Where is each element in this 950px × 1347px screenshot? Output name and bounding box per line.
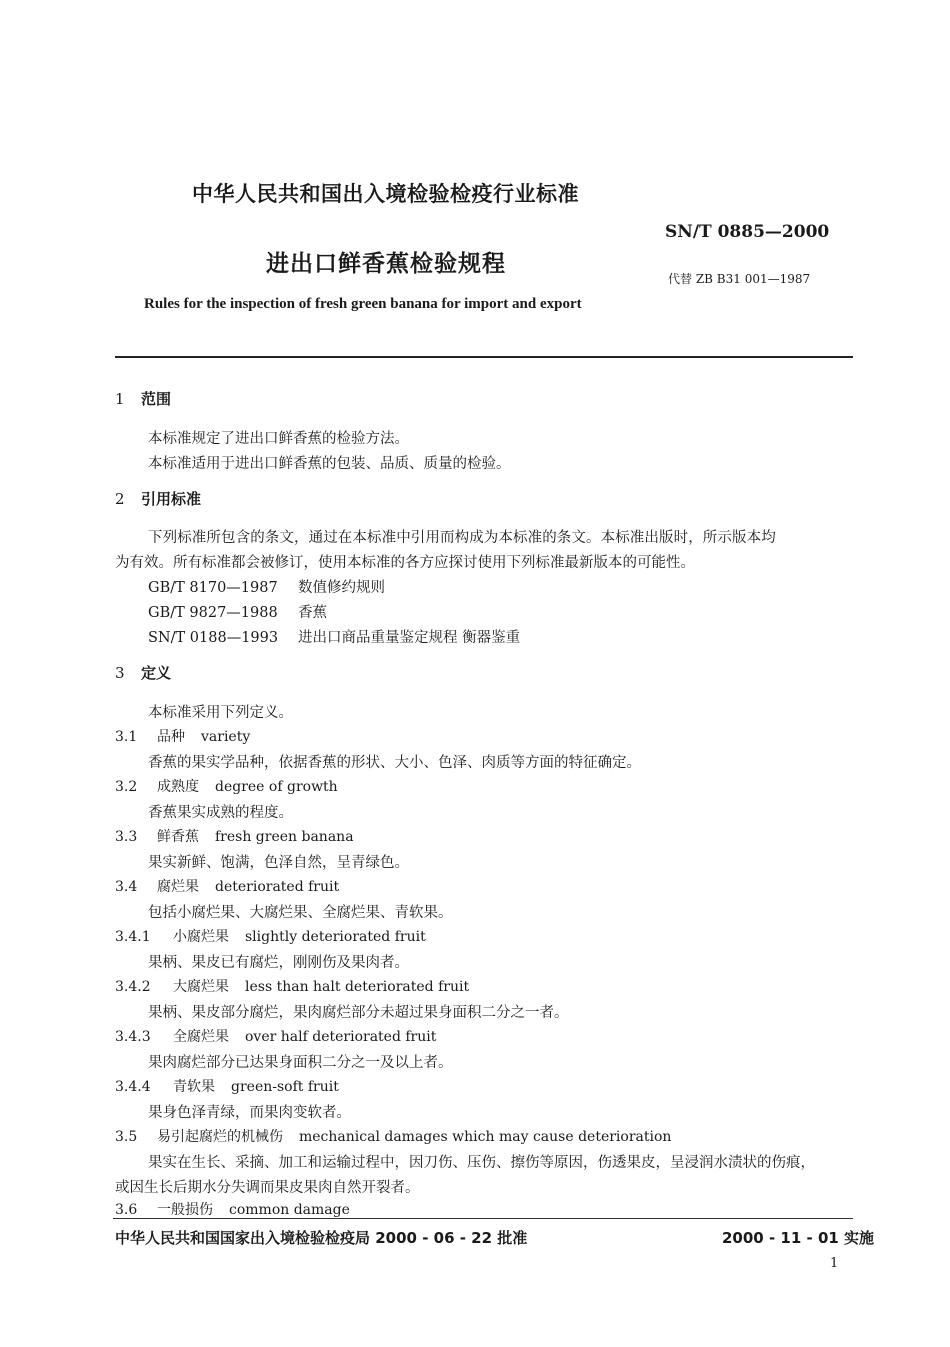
reference-code: GB/T 9827—1988 [148,605,278,621]
term-number: 3.4 [115,879,138,895]
footer-divider [113,1218,853,1219]
reference-name: 数值修约规则 [298,580,385,596]
section-1-heading [115,388,171,409]
term-zh: 品种 [157,729,185,745]
term-en: degree of growth [215,779,338,795]
implementation-date: 2000 - 11 - 01 实施 [722,1229,875,1247]
term-zh: 一般损伤 [157,1202,213,1218]
term-heading [115,1199,350,1219]
term-definition: 果柄、果皮部分腐烂，果肉腐烂部分未超过果身面积二分之一者。 [148,1005,569,1021]
approval-note: 中华人民共和国国家出入境检验检疫局 2000 - 06 - 22 批准 [115,1229,528,1247]
term-number: 3.4.4 [115,1079,151,1095]
section-number: 3 [115,664,125,682]
term-zh: 小腐烂果 [173,929,229,945]
term-heading [115,876,339,896]
section-number: 1 [115,390,125,408]
term-en: slightly deteriorated fruit [245,929,426,945]
term-number: 3.4.1 [115,929,151,945]
term-en: variety [201,729,251,745]
term-definition: 香蕉果实成熟的程度。 [148,805,293,821]
standard-code: SN/T 0885—2000 [665,222,830,242]
term-zh: 易引起腐烂的机械伤 [157,1129,283,1145]
page-number: 1 [830,1256,839,1271]
term-number: 3.1 [115,729,138,745]
reference-name: 香蕉 [298,605,327,621]
s3-intro: 本标准采用下列定义。 [148,705,293,721]
term-definition-continued: 或因生长后期水分失调而果皮果肉自然开裂者。 [115,1180,420,1196]
s1-paragraph-1: 本标准规定了进出口鲜香蕉的检验方法。 [148,431,409,447]
reference-code: SN/T 0188—1993 [148,630,279,646]
term-en: over half deteriorated fruit [245,1029,437,1045]
section-title: 范围 [141,390,172,408]
term-heading [115,1126,671,1146]
term-heading [115,1026,436,1046]
term-number: 3.6 [115,1202,138,1218]
reference-item [148,601,327,622]
reference-item [148,576,385,597]
term-definition: 果实在生长、采摘、加工和运输过程中，因刀伤、压伤、擦伤等原因，伤透果皮，呈浸润水渍状的伤痕， [148,1155,815,1171]
term-heading [115,1076,339,1096]
document-title-en: Rules for the inspection of fresh green banana for import and export [144,296,582,312]
term-heading [115,926,426,946]
section-number: 2 [115,490,125,508]
industry-standard-title: 中华人民共和国出入境检验检疫行业标准 [192,182,579,206]
term-number: 3.5 [115,1129,138,1145]
term-zh: 成熟度 [157,779,199,795]
section-title: 引用标准 [141,490,202,508]
section-3-heading [115,662,171,683]
term-en: green-soft fruit [231,1079,339,1095]
document-title-zh: 进出口鲜香蕉检验规程 [266,251,506,277]
term-definition: 果身色泽青绿，而果肉变软者。 [148,1105,351,1121]
section-2-heading [115,488,201,509]
term-heading [115,776,338,796]
term-definition: 果实新鲜、饱满，色泽自然，呈青绿色。 [148,855,409,871]
term-definition: 香蕉的果实学品种，依据香蕉的形状、大小、色泽、肉质等方面的特征确定。 [148,755,641,771]
section-title: 定义 [141,664,172,682]
term-zh: 全腐烂果 [173,1029,229,1045]
term-zh: 腐烂果 [157,879,199,895]
term-en: deteriorated fruit [215,879,340,895]
term-number: 3.2 [115,779,138,795]
s2-paragraph-line-2: 为有效。所有标准都会被修订，使用本标准的各方应探讨使用下列标准最新版本的可能性。 [115,555,695,571]
term-number: 3.4.3 [115,1029,151,1045]
header-divider [115,356,853,358]
term-en: mechanical damages which may cause deterioration [299,1129,672,1145]
term-en: common damage [229,1202,350,1218]
term-heading [115,726,250,746]
term-number: 3.3 [115,829,138,845]
term-number: 3.4.2 [115,979,151,995]
term-heading [115,976,469,996]
reference-code: GB/T 8170—1987 [148,580,278,596]
term-zh: 大腐烂果 [173,979,229,995]
term-en: less than halt deteriorated fruit [245,979,470,995]
replaces-standard: 代替 ZB B31 001—1987 [668,272,811,286]
reference-item [148,626,520,647]
term-definition: 果柄、果皮已有腐烂，刚刚伤及果肉者。 [148,955,409,971]
term-heading [115,826,354,846]
reference-name: 进出口商品重量鉴定规程 衡器鉴重 [298,630,521,646]
term-definition: 包括小腐烂果、大腐烂果、全腐烂果、青软果。 [148,905,453,921]
s2-paragraph-line-1: 下列标准所包含的条文，通过在本标准中引用而构成为本标准的条文。本标准出版时，所示版本均 [148,530,776,546]
term-en: fresh green banana [215,829,354,845]
term-definition: 果肉腐烂部分已达果身面积二分之一及以上者。 [148,1055,453,1071]
term-zh: 鲜香蕉 [157,829,199,845]
s1-paragraph-2: 本标准适用于进出口鲜香蕉的包装、品质、质量的检验。 [148,456,511,472]
term-zh: 青软果 [173,1079,215,1095]
